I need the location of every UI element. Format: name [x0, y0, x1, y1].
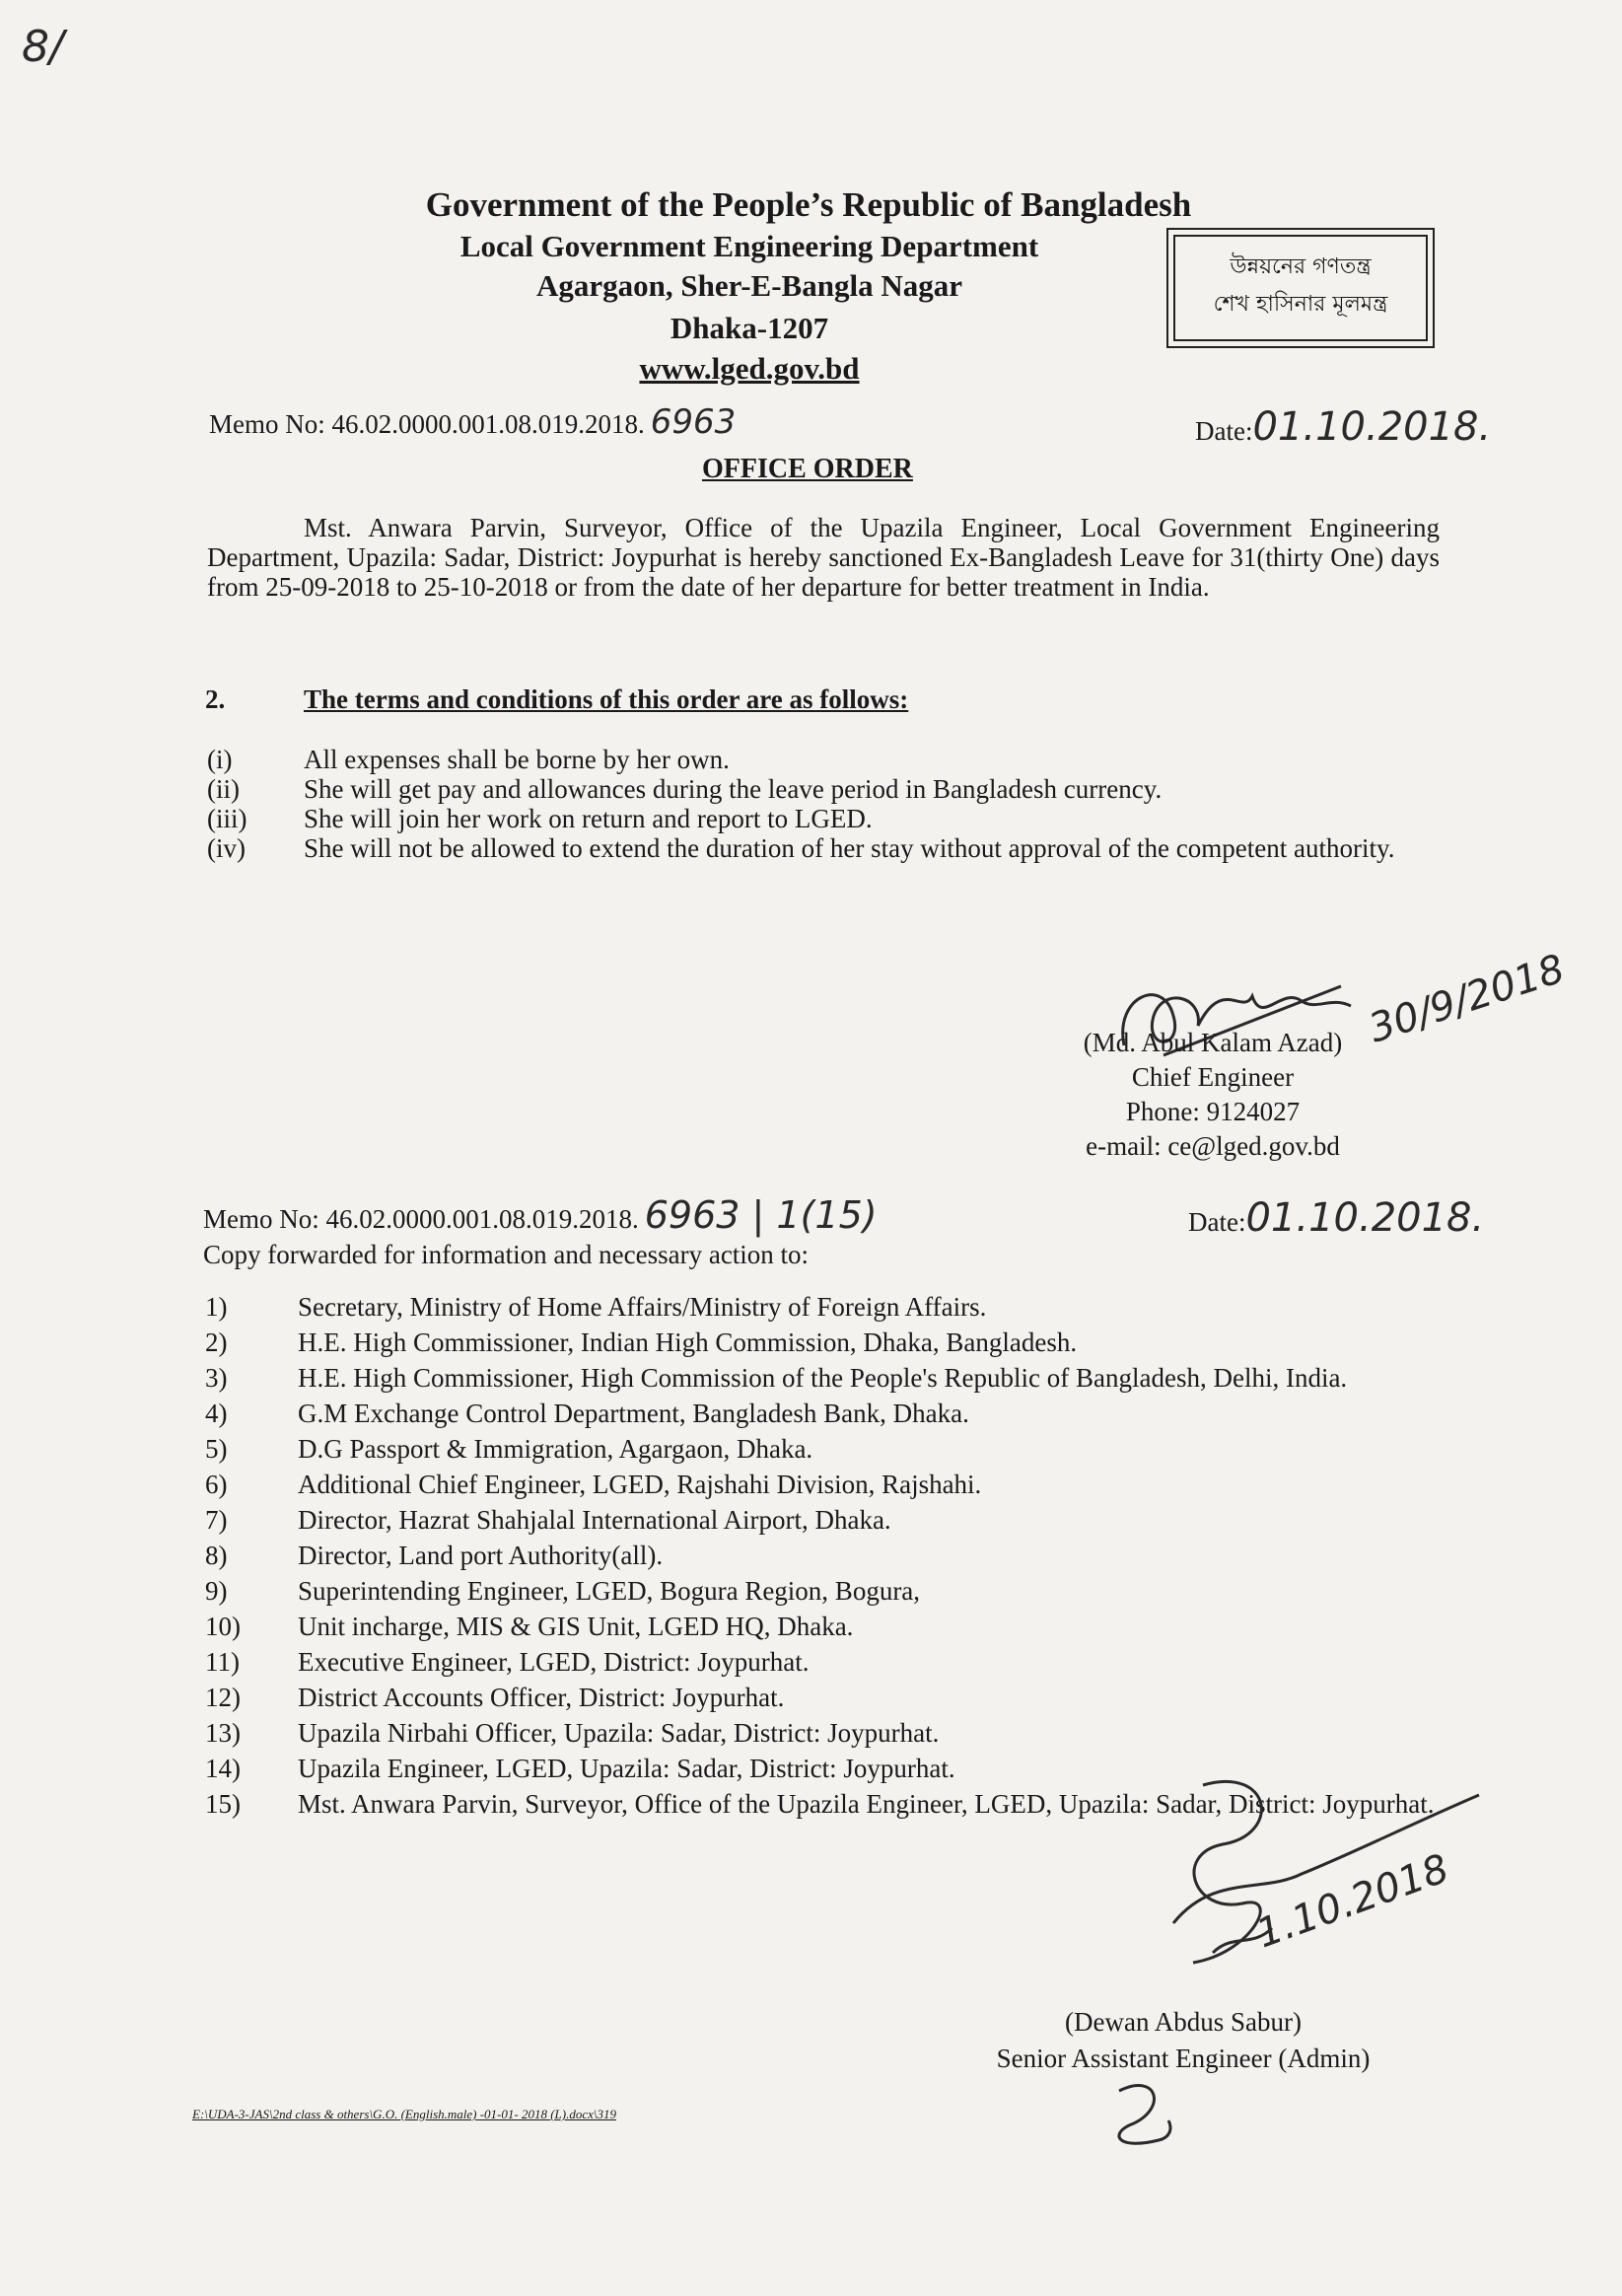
condition-text: She will get pay and allowances during the leave period in Bangladesh currency.	[304, 774, 1163, 804]
condition-item	[207, 833, 1440, 863]
list-item	[205, 1683, 1438, 1713]
recipient-text: D.G Passport & Immigration, Agargaon, Dhaka.	[298, 1434, 813, 1464]
signatory-2-block	[947, 2004, 1420, 2077]
list-item	[205, 1576, 1438, 1607]
date-handwritten: 01.10.2018.	[1252, 404, 1492, 450]
signatory-2-designation: Senior Assistant Engineer (Admin)	[996, 2044, 1371, 2073]
recipient-number: 2)	[205, 1327, 228, 1357]
header-address: Agargaon, Sher-E-Bangla Nagar	[536, 268, 962, 303]
recipient-number: 7)	[205, 1505, 228, 1535]
signatory-1-designation: Chief Engineer	[1131, 1062, 1295, 1092]
recipient-text: Additional Chief Engineer, LGED, Rajshahi Division, Rajshahi.	[298, 1470, 982, 1499]
office-order-title: OFFICE ORDER	[702, 454, 913, 484]
recipient-text: Mst. Anwara Parvin, Surveyor, Office of the Upazila Engineer, LGED, Upazila: Sadar, District: Joypurhat.	[298, 1789, 1435, 1819]
list-item	[205, 1292, 1438, 1323]
header-government: Government of the People’s Republic of Bangladesh	[425, 185, 1192, 224]
condition-text: All expenses shall be borne by her own.	[304, 745, 730, 774]
recipient-text: Superintending Engineer, LGED, Bogura Region, Bogura,	[298, 1576, 921, 1606]
signatory-2-name: (Dewan Abdus Sabur)	[1065, 2007, 1302, 2037]
recipient-text: Secretary, Ministry of Home Affairs/Ministry of Foreign Affairs.	[298, 1292, 987, 1322]
condition-item	[207, 804, 1440, 833]
memo-number-1	[209, 402, 736, 442]
recipient-number: 14)	[205, 1754, 241, 1783]
header-website-link[interactable]: www.lged.gov.bd	[639, 351, 860, 386]
recipient-number: 3)	[205, 1363, 228, 1393]
recipient-number: 4)	[205, 1399, 228, 1428]
condition-number: (ii)	[207, 774, 240, 804]
conditions-list	[207, 745, 1440, 863]
body-paragraph: Mst. Anwara Parvin, Surveyor, Office of the Upazila Engineer, Local Government Engineering Department, Upazila: Sadar, District: Joypurhat is hereby sanctioned Ex-Bangladesh Leave for 31(thirty One) days from 25-09-2018 to 25-10-2018 or from the date of her departure for better treatment in India.	[207, 513, 1440, 602]
date-label: Date:	[1195, 416, 1253, 446]
recipient-number: 13)	[205, 1718, 241, 1748]
file-path-footer: E:\UDA-3-JAS\2nd class & others\G.O. (English.male) -01-01- 2018 (L).docx\319	[192, 2107, 617, 2121]
recipient-number: 5)	[205, 1434, 228, 1464]
signatory-1-block	[1025, 1026, 1400, 1164]
slogan-line-1: উন্নয়নের গণতন্ত্র	[1230, 254, 1372, 279]
recipient-text: Director, Hazrat Shahjalal International Airport, Dhaka.	[298, 1505, 891, 1535]
recipient-number: 12)	[205, 1683, 241, 1712]
recipient-number: 10)	[205, 1612, 241, 1641]
recipient-number: 15)	[205, 1789, 241, 1819]
memo-label: Memo No: 46.02.0000.001.08.019.2018.	[203, 1204, 639, 1234]
date-label: Date:	[1188, 1207, 1246, 1237]
slogan-box	[1173, 235, 1428, 341]
list-item	[205, 1541, 1438, 1571]
initial-mark	[1099, 2071, 1178, 2160]
list-item	[205, 1470, 1438, 1500]
recipient-text: Upazila Nirbahi Officer, Upazila: Sadar, District: Joypurhat.	[298, 1718, 940, 1748]
recipient-text: G.M Exchange Control Department, Bangladesh Bank, Dhaka.	[298, 1399, 969, 1428]
signature-1-date: 30/9/2018	[1363, 946, 1571, 1052]
recipient-text: Executive Engineer, LGED, District: Joypurhat.	[298, 1647, 810, 1677]
condition-number: (iii)	[207, 804, 247, 833]
list-item	[205, 1505, 1438, 1536]
recipient-number: 6)	[205, 1470, 228, 1499]
list-item	[205, 1434, 1438, 1465]
condition-number: (iv)	[207, 833, 246, 863]
memo-handwritten-number: 6963 | 1(15)	[644, 1193, 878, 1237]
recipient-number: 8)	[205, 1541, 228, 1570]
recipient-number: 11)	[205, 1647, 240, 1677]
memo-label: Memo No: 46.02.0000.001.08.019.2018.	[209, 409, 645, 439]
date-handwritten: 01.10.2018.	[1245, 1195, 1485, 1241]
list-item	[205, 1327, 1438, 1358]
recipient-text: H.E. High Commissioner, Indian High Commission, Dhaka, Bangladesh.	[298, 1327, 1078, 1357]
header-city: Dhaka-1207	[670, 311, 829, 345]
recipient-text: Unit incharge, MIS & GIS Unit, LGED HQ, Dhaka.	[298, 1612, 854, 1641]
signature-2-date: 1.10.2018	[1250, 1845, 1455, 1958]
list-item	[205, 1647, 1438, 1678]
condition-text: She will not be allowed to extend the duration of her stay without approval of the competent authority.	[304, 833, 1395, 863]
list-item	[205, 1363, 1438, 1394]
recipient-text: H.E. High Commissioner, High Commission of the People's Republic of Bangladesh, Delhi, India.	[298, 1363, 1348, 1393]
corner-mark: 8/	[22, 22, 64, 72]
section-number: 2.	[205, 684, 226, 714]
condition-number: (i)	[207, 745, 233, 774]
slogan-line-2: শেখ হাসিনার মূলমন্ত্র	[1213, 292, 1388, 317]
memo-date-1	[1195, 404, 1491, 450]
signatory-1-name: (Md. Abul Kalam Azad)	[1083, 1028, 1343, 1057]
recipient-text: Upazila Engineer, LGED, Upazila: Sadar, District: Joypurhat.	[298, 1754, 955, 1783]
memo-date-2	[1188, 1195, 1484, 1241]
header-department: Local Government Engineering Department	[459, 229, 1039, 263]
memo-handwritten-number: 6963	[650, 402, 737, 442]
list-item	[205, 1718, 1438, 1749]
copy-forwarded-intro: Copy forwarded for information and necessary action to:	[203, 1240, 810, 1269]
list-item	[205, 1399, 1438, 1429]
condition-item	[207, 774, 1440, 804]
recipient-number: 1)	[205, 1292, 228, 1322]
recipients-list	[205, 1292, 1438, 1825]
recipient-text: Director, Land port Authority(all).	[298, 1541, 664, 1570]
memo-number-2	[203, 1193, 878, 1237]
recipient-number: 9)	[205, 1576, 228, 1606]
signatory-1-email: e-mail: ce@lged.gov.bd	[1086, 1131, 1340, 1161]
list-item	[205, 1612, 1438, 1642]
section-heading: The terms and conditions of this order are as follows:	[304, 684, 909, 714]
condition-item	[207, 745, 1440, 774]
signatory-1-phone: Phone: 9124027	[1125, 1097, 1301, 1126]
recipient-text: District Accounts Officer, District: Joypurhat.	[298, 1683, 785, 1712]
condition-text: She will join her work on return and report to LGED.	[304, 804, 873, 833]
